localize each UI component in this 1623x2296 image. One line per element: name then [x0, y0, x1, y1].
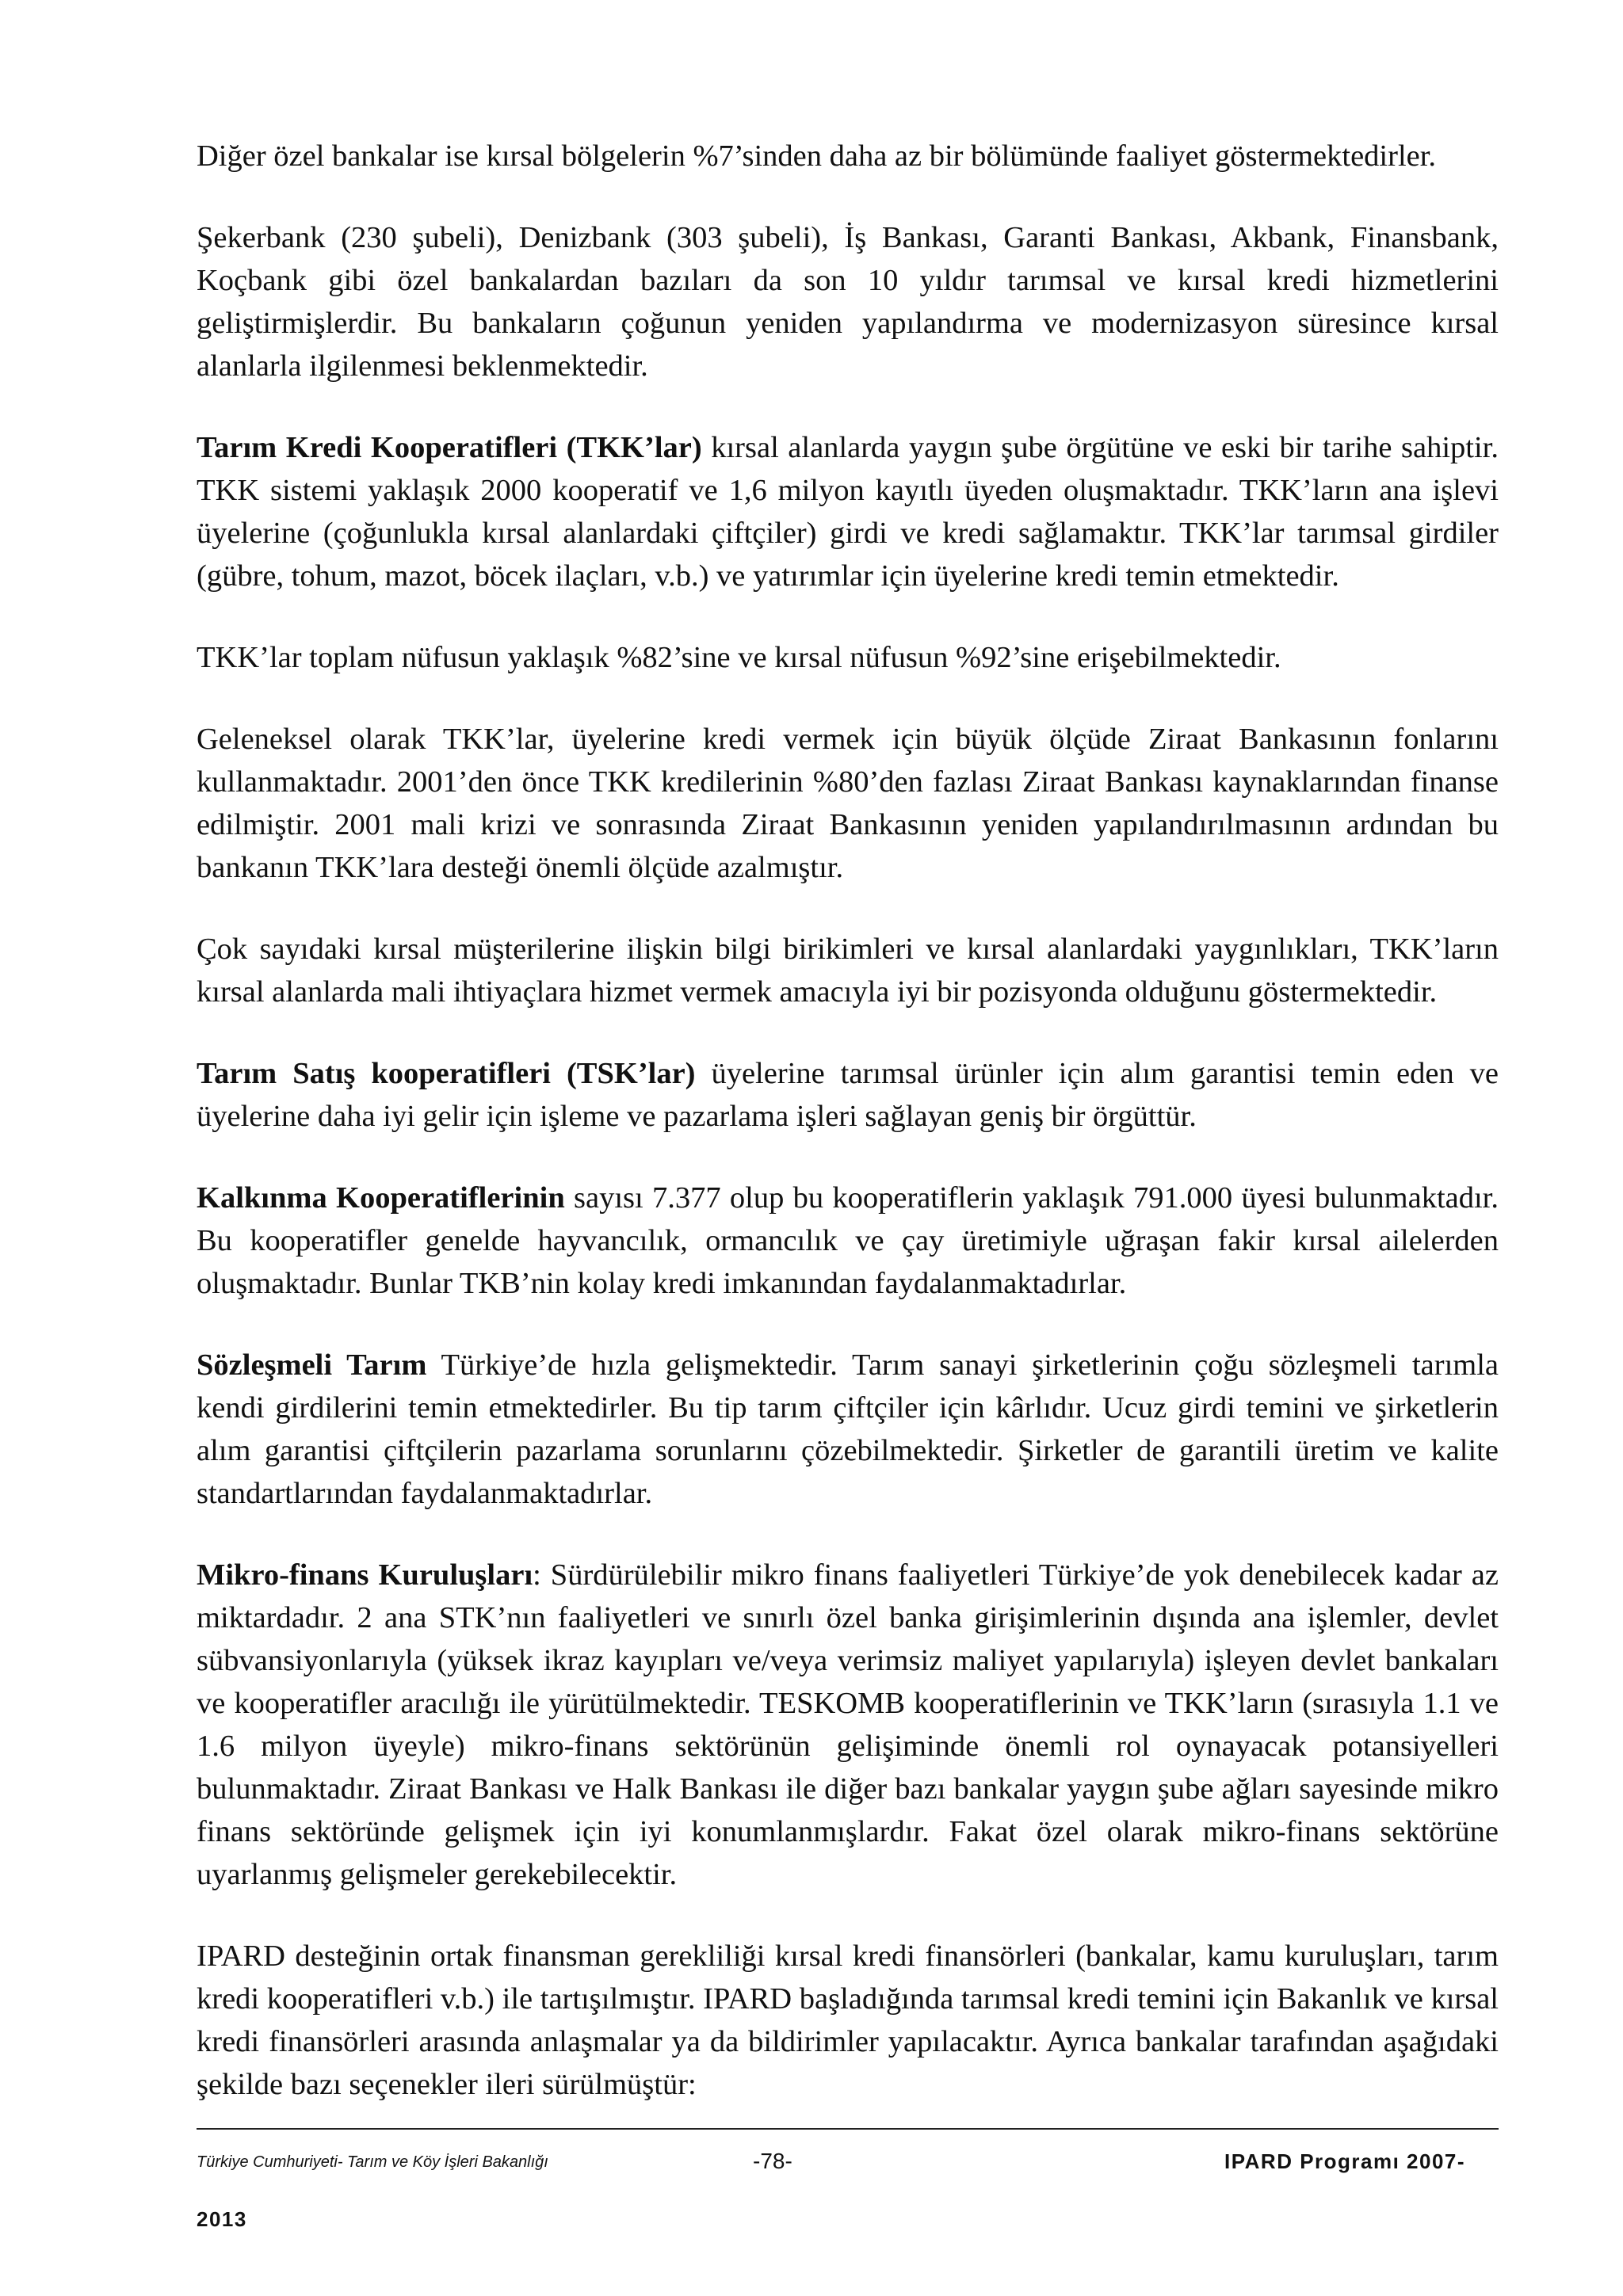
- paragraph-lead: Mikro-finans Kuruluşları: [197, 1558, 533, 1592]
- paragraph-tkk: [197, 426, 1499, 597]
- paragraph-text: Türkiye’de hızla gelişmektedir. Tarım sanayi şirketlerinin çoğu sözleşmeli tarımla kendi girdilerini temin etmektedirler. Bu tip tarım çiftçiler için kârlıdır. Ucuz girdi temini ve şirketlerin alım garantisi çiftçilerin pazarlama sorunlarını çözebilmektedir. Şirketler de garantili üretim ve kalite standartlarından faydalanmaktadırlar.: [197, 1348, 1499, 1510]
- paragraph-text: Diğer özel bankalar ise kırsal bölgelerin %7’sinden daha az bir bölümünde faaliyet göstermektedirler.: [197, 139, 1437, 173]
- paragraph-development-cooperatives: [197, 1177, 1499, 1305]
- paragraph-lead: Tarım Kredi Kooperatifleri (TKK’lar): [197, 431, 702, 464]
- footer-page-number: -78-: [753, 2149, 792, 2173]
- paragraph-text: sayısı 7.377 olup bu kooperatiflerin yaklaşık 791.000 üyesi bulunmaktadır. Bu kooperatifler genelde hayvancılık, ormancılık ve çay üretimiyle uğraşan fakir kırsal ailelerden oluşmaktadır. Bunlar TKB’nin kolay kredi imkanından faydalanmaktadırlar.: [197, 1181, 1499, 1300]
- paragraph-lead: Sözleşmeli Tarım: [197, 1348, 427, 1382]
- paragraph-contract-farming: [197, 1344, 1499, 1515]
- paragraph-other-private-banks: [197, 135, 1499, 177]
- paragraph-text: kırsal alanlarda yaygın şube örgütüne ve eski bir tarihe sahiptir. TKK sistemi yaklaşık 2000 kooperatif ve 1,6 milyon kayıtlı üyeden oluşmaktadır. TKK’ların ana işlevi üyelerine (çoğunlukla kırsal alanlardaki çiftçiler) girdi ve kredi sağlamaktır. TKK’lar tarımsal girdiler (gübre, tohum, mazot, böcek ilaçları, v.b.) ve yatırımlar için üyelerine kredi temin etmektedir.: [197, 431, 1499, 593]
- paragraph-microfinance: [197, 1554, 1499, 1896]
- footer-year: 2013: [197, 2207, 247, 2231]
- paragraph-tsk: [197, 1052, 1499, 1138]
- paragraph-text: Çok sayıdaki kırsal müşterilerine ilişkin bilgi birikimleri ve kırsal alanlardaki yaygınlıkları, TKK’ların kırsal alanlarda mali ihtiyaçlara hizmet vermek amacıyla iyi bir pozisyonda olduğunu göstermektedir.: [197, 933, 1499, 1009]
- footer-program: IPARD Programı 2007-: [1224, 2149, 1466, 2173]
- paragraph-text: Geleneksel olarak TKK’lar, üyelerine kredi vermek için büyük ölçüde Ziraat Bankasının fonlarını kullanmaktadır. 2001’den önce TKK kredilerinin %80’den fazlası Ziraat Bankası kaynaklarından finanse edilmiştir. 2001 mali krizi ve sonrasında Ziraat Bankasının yeniden yapılandırılmasının ardından bu bankanın TKK’lara desteği önemli ölçüde azalmıştır.: [197, 723, 1499, 884]
- paragraph-text: : Sürdürülebilir mikro finans faaliyetleri Türkiye’de yok denebilecek kadar az miktardadır. 2 ana STK’nın faaliyetleri ve sınırlı özel banka girişimlerinin dışında ana işlemler, devlet sübvansiyonlarıyla (yüksek ikraz kayıpları ve/veya verimsiz maliyet yapılarıyla) işleyen devlet bankaları ve kooperatifler aracılığı ile yürütülmektedir. TESKOMB kooperatiflerinin ve TKK’ların (sırasıyla 1.1 ve 1.6 milyon üyeyle) mikro-finans sektörünün gelişiminde önemli rol oynayacak potansiyelleri bulunmaktadır. Ziraat Bankası ve Halk Bankası ile diğer bazı bankalar yaygın şube ağları sayesinde mikro finans sektöründe gelişmek için iyi konumlanmışlardır. Fakat özel olarak mikro-finans sektörüne uyarlanmış gelişmeler gerekebilecektir.: [197, 1558, 1499, 1891]
- paragraph-text: TKK’lar toplam nüfusun yaklaşık %82’sine ve kırsal nüfusun %92’sine erişebilmektedir.: [197, 641, 1281, 674]
- paragraph-tkk-funding: [197, 718, 1499, 889]
- footer-divider: [197, 2128, 1499, 2130]
- footer-ministry: Türkiye Cumhuriyeti- Tarım ve Köy İşleri Bakanlığı: [197, 2153, 548, 2171]
- paragraph-text: Şekerbank (230 şubeli), Denizbank (303 şubeli), İş Bankası, Garanti Bankası, Akbank, Finansbank, Koçbank gibi özel bankalardan bazıları da son 10 yıldır tarımsal ve kırsal kredi hizmetlerini geliştirmişlerdir. Bu bankaların çoğunun yeniden yapılandırma ve modernizasyon süresince kırsal alanlarla ilgilenmesi beklenmektedir.: [197, 221, 1499, 383]
- paragraph-tkk-reach: [197, 636, 1499, 679]
- paragraph-lead: Kalkınma Kooperatiflerinin: [197, 1181, 565, 1215]
- paragraph-text: IPARD desteğinin ortak finansman gerekliliği kırsal kredi finansörleri (bankalar, kamu kuruluşları, tarım kredi kooperatifleri v.b.) ile tartışılmıştır. IPARD başladığında tarımsal kredi temini için Bakanlık ve kırsal kredi finansörleri arasında anlaşmalar ya da bildirimler yapılacaktır. Ayrıca bankalar tarafından aşağıdaki şekilde bazı seçenekler ileri sürülmüştür:: [197, 1939, 1499, 2101]
- paragraph-text: üyelerine tarımsal ürünler için alım garantisi temin eden ve üyelerine daha iyi gelir için işleme ve pazarlama işleri sağlayan geniş bir örgüttür.: [197, 1057, 1499, 1133]
- paragraph-lead: Tarım Satış kooperatifleri (TSK’lar): [197, 1057, 696, 1090]
- paragraph-private-banks-list: [197, 216, 1499, 387]
- paragraph-tkk-position: [197, 928, 1499, 1013]
- document-body: [197, 135, 1499, 2106]
- paragraph-ipard-cofinancing: [197, 1935, 1499, 2106]
